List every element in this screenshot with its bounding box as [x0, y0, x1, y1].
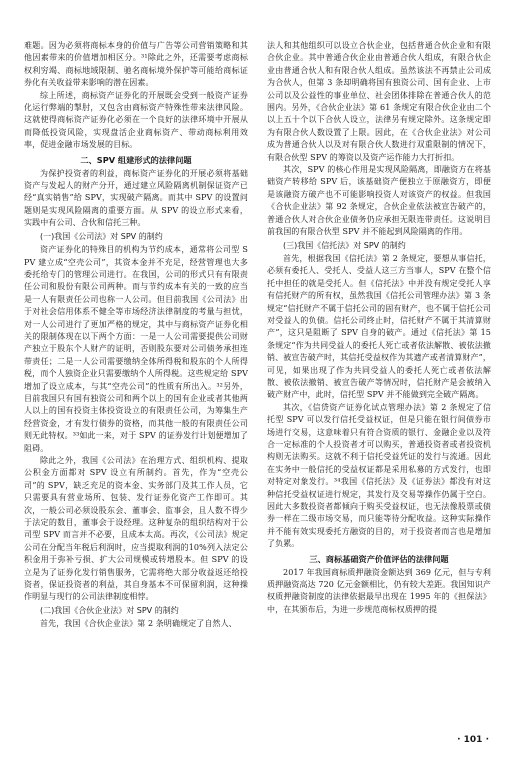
paragraph: 资产证券化的特殊目的机构为节约成本，通常将公司型 SPV 建立成“空壳公司”，其资本金并不充足，经营管理也大多委托给专门的管理公司进行。在我国，公司的形式只有有限责任公司和股份有限公司两种。而与节约成本有关的一致的应当是一人有限责任公司也称一人公司。但目前我国《公司法》出于对社会信用体系不健全等市场经济法律制度的考量与担忧，对一人公司进行了更加严格的规定，其中与商标资产证券化相关的限制体现在以下两个方面：一是一人公司需要提供公司财产独立于股东个人财产的证明，否则股东要对公司债务承担连带责任；二是一人公司需要缴纳全体所得税和股东的个人所得税，而个人独资企业只需要缴纳个人所得税。这些规定给 SPV 增加了设立成本，与其“空壳公司”的性质有所出入。³²另外，目前我国只有国有独资公司和两个以上的国有企业或者其他两人以上的国有投资主体投资设立的有限责任公司，为筹集生产经营资金，才有发行债券的资格，而其他一般的有限责任公司则无此特权。³³如此一来，对于 SPV 的证券发行计划便增加了阻碍。: [24, 245, 248, 453]
section-heading: 二、SPV 组建形式的法律问题: [80, 154, 192, 165]
page-number: · 101 ·: [457, 735, 489, 745]
paragraph: 2017 年我国商标质押融资金额达到 369 亿元，但与专利质押融资高达 720 亿元金额相比，仍有较大差距。我国知识产权质押融资制度的法律依据最早出现在 1995 年的《担保法》中，在其颁布后，为进一步规范商标权质押的提: [267, 567, 491, 614]
paragraph: 为保护投资者的利益，商标资产证券化的开展必须将基础资产与发起人的财产分开，通过建立风险隔离机制保证资产已经“真实销售”给 SPV，实现破产隔离。而其中 SPV 的设置问题则是实现风险隔离的重要方面。从 SPV 的设立形式来看，实践中有公司、合伙和信托三种。: [24, 168, 248, 228]
journal-page: [24, 40, 491, 730]
paragraph: 首先，根据我国《信托法》第 2 条规定，要想从事信托，必须有委托人、受托人、受益人这三方当事人，SPV 在整个信托中担任的就是受托人。但《信托法》中并没有规定受托人享有信托财产的所有权，虽然我国《信托公司管理办法》第 3 条规定“信托财产不属于信托公司的固有财产，也不属于信托公司对受益人的负债。信托公司终止时，信托财产不属于其清算财产”，这只是阻断了 SPV 自身的破产。通过《信托法》第 15 条规定“作为共同受益人的委托人死亡或者依法解散、被依法撤销、被宣告破产时，其信托受益权作为其遗产或者清算财产”，可见，如果出现了作为共同受益人的委托人死亡或者依法解散、被依法撤销、被宣告破产等情况时，信托财产是会被纳入破产财产中，此时，信托型 SPV 并不能做到完全破产隔离。: [267, 253, 491, 400]
paragraph: 首先，我国《合伙企业法》第 2 条明确规定了自然人、: [40, 619, 237, 629]
subsection-heading: (二)我国《合伙企业法》对 SPV 的制约: [40, 605, 179, 615]
paragraph: 其次，SPV 的核心作用是实现风险隔离，即融资方在将基础资产转移给 SPV 后，该基础资产便独立于原融资方，即便是该融资方破产也不可能影响投资人对该资产的权益。但我国《合伙企业法》第 92 条规定，合伙企业依法被宣告破产的，普通合伙人对合伙企业债务仍应承担无限连带责任。这说明目前我国的有限合伙型 SPV 并不能起到风险隔离的作用。: [267, 165, 491, 237]
paragraph: 法人和其他组织可以设立合伙企业，包括普通合伙企业和有限合伙企业。其中普通合伙企业由普通合伙人组成，有限合伙企业由普通合伙人和有限合伙人组成。虽然该法不再禁止公司成为合伙人，但第 3 条却明确将国有独资公司、国有企业、上市公司以及公益性的事业单位、社会团体排除在普通合伙人的范围内。另外，《合伙企业法》第 61 条规定有限合伙企业由二个以上五十个以下合伙人设立，法律另有规定除外。这条规定即为有限合伙人数设置了上限。因此，在《合伙企业法》对公司成为普通合伙人以及对有限合伙人数进行双重限制的情况下，有限合伙型 SPV 的筹资以及资产运作能力大打折扣。: [267, 41, 491, 162]
section-heading: 三、商标基础资产价值评估的法律问题: [309, 553, 449, 564]
paragraph: 除此之外，我国《公司法》在治理方式、组织机构、提取公积金方面都对 SPV 设立有所制约。首先，作为“空壳公司”的 SPV，缺乏充足的资本金、实务部门及其工作人员，它只需要具有营业场所、包装、发行证券化资产工作即可。其次，一般公司必须设股东会、董事会、监事会，且人数不得少于法定的数目，董事会于设经理。这种复杂的组织结构对于公司型 SPV 而言并不必要，且成本太高。再次，《公司法》规定公司在分配当年税后利润时，应当提取利润的10%列入法定公积金用于弥补亏损、扩大公司规模或转增股本。但 SPV 的设立是为了证券化发行销售服务，它需将绝大部分收益返还给投资者，保证投资者的利益，其自身基本不可保留利润，这种操作明显与现行的公司法律制度相悖。: [24, 456, 248, 602]
paragraph: 难题。因为必须将商标本身的价值与广告等公司营销策略和其他因素带来的价值增加相区分。³¹除此之外，还需要考虑商标权利穷竭、商标地域限制、驰名商标境外保护等可能给商标证券化有关收益带来影响的潜在因素。: [24, 41, 248, 88]
left-column: [24, 40, 248, 726]
subsection-heading: (三)我国《信托法》对 SPV 的制约: [283, 240, 406, 250]
subsection-heading: (一)我国《公司法》对 SPV 的制约: [40, 231, 163, 241]
paragraph: 其次，《信贷资产证券化试点管理办法》第 2 条规定了信托型 SPV 可以发行信托受益权证，但是只能在银行间债券市场进行交易，这意味着只有符合资质的银行、金融企业以及符合一定标准的个人投资者才可以购买，普通投资者或者投资机构则无法购买。这就不利于信托受益凭证的发行与流通。因此在实务中一般信托的受益权证都是采用私募的方式发行，也即对特定对象发行。³⁴我国《信托法》及《证券法》都没有对这种信托受益权证进行规定，其发行及交易等操作仍属于空白。因此大多数投资者都倾向于购买受益权证，也无法像股票或债券一样在二级市场交易，而只能等待分配收益。这种实际操作并不能有效实现委托方融资的目的，对于投资者而言也是增加了负累。: [267, 402, 491, 549]
right-column: [267, 40, 491, 726]
paragraph: 综上所述，商标资产证券化的开展既会受到一般资产证券化运行弊端的掣肘，又包含由商标资产特殊性带来法律风险。这就使得商标资产证券化必须在一个良好的法律环境中开展从而降低投资风险，实现盘活企业商标资产、带动商标利用效率，促进金融市场发展的目标。: [24, 90, 248, 150]
